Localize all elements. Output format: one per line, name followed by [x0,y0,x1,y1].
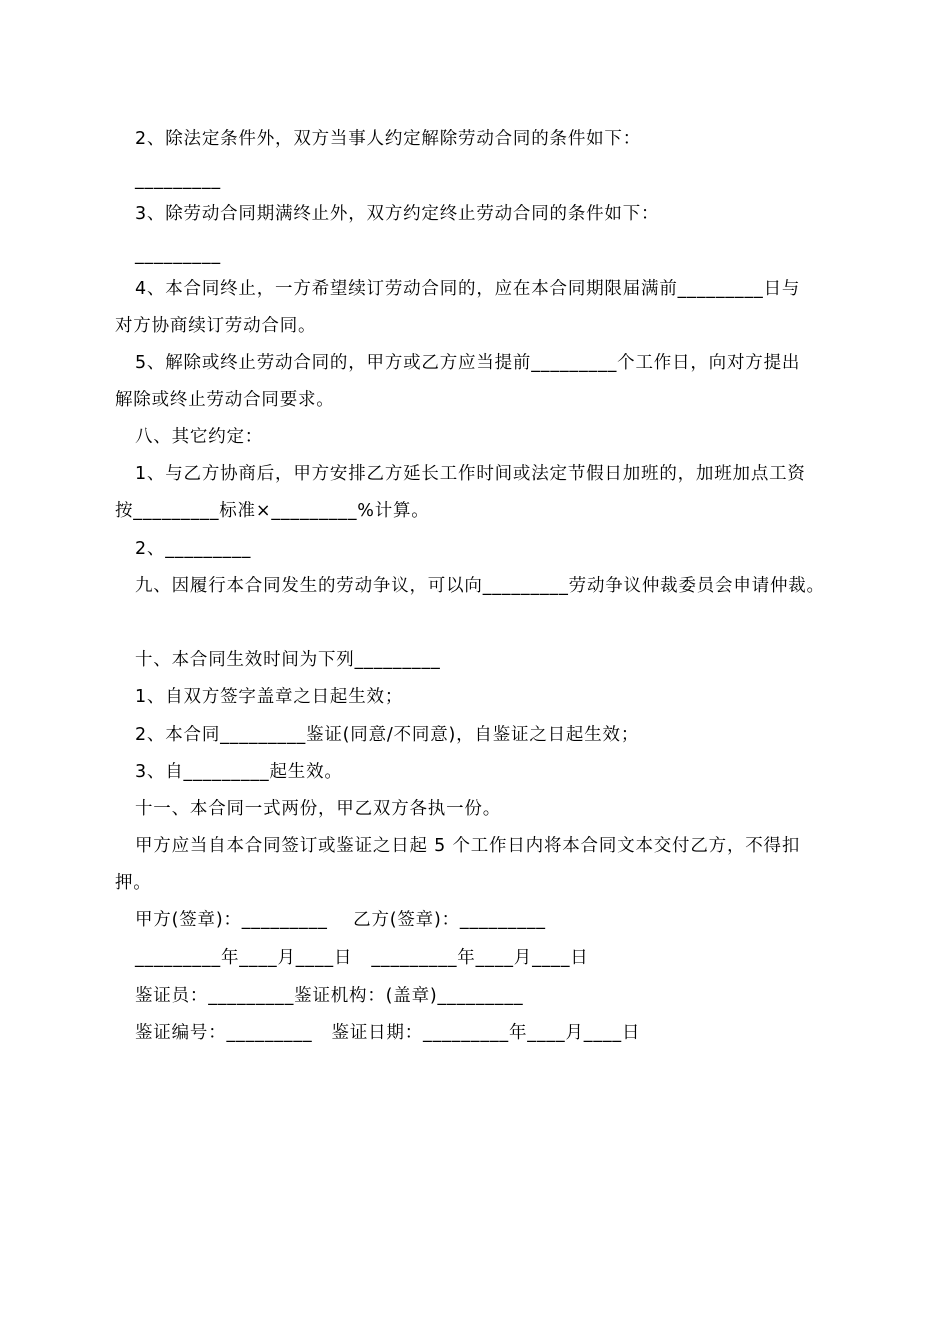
clause-7-2: 2、除法定条件外，双方当事人约定解除劳动合同的条件如下： [135,129,642,149]
blank-line-7-3: _________ [135,245,221,265]
clause-10-1: 1、自双方签字盖章之日起生效； [135,687,404,707]
delivery-clause: 甲方应当自本合同签订或鉴证之日起 5 个工作日内将本合同文本交付乙方，不得扣 [135,836,801,856]
clause-8-1-cont: 按_________标准×_________%计算。 [115,501,430,521]
blank-line-7-2: _________ [135,170,221,190]
clause-8-1: 1、与乙方协商后，甲方安排乙方延长工作时间或法定节假日加班的，加班加点工资 [135,464,806,484]
clause-7-3: 3、除劳动合同期满终止外，双方约定终止劳动合同的条件如下： [135,204,660,224]
delivery-clause-cont: 押。 [115,873,152,893]
clause-7-4: 4、本合同终止，一方希望续订劳动合同的，应在本合同期限届满前_________日与 [135,279,801,299]
section-8-heading: 八、其它约定： [135,427,264,447]
section-11: 十一、本合同一式两份，甲乙双方各执一份。 [135,799,501,819]
section-10-heading: 十、本合同生效时间为下列_________ [135,650,441,670]
clause-10-2: 2、本合同_________鉴证(同意/不同意)，自鉴证之日起生效； [135,725,640,745]
signature-line: 甲方(签章)：_________ 乙方(签章)：_________ [135,910,546,930]
clause-7-4-cont: 对方协商续订劳动合同。 [115,316,317,336]
clause-10-3: 3、自_________起生效。 [135,762,343,782]
verifier-line: 鉴证员：_________鉴证机构：(盖章)_________ [135,986,524,1006]
clause-8-2: 2、_________ [135,539,252,559]
verification-line: 鉴证编号：_________ 鉴证日期：_________年____月____日 [135,1023,641,1043]
clause-7-5-cont: 解除或终止劳动合同要求。 [115,390,335,410]
section-9: 九、因履行本合同发生的劳动争议，可以向_________劳动争议仲裁委员会申请仲裁。 [135,576,825,596]
clause-7-5: 5、解除或终止劳动合同的，甲方或乙方应当提前_________个工作日，向对方提出 [135,353,801,373]
signature-date-line: _________年____月____日 _________年____月____日 [135,948,589,968]
